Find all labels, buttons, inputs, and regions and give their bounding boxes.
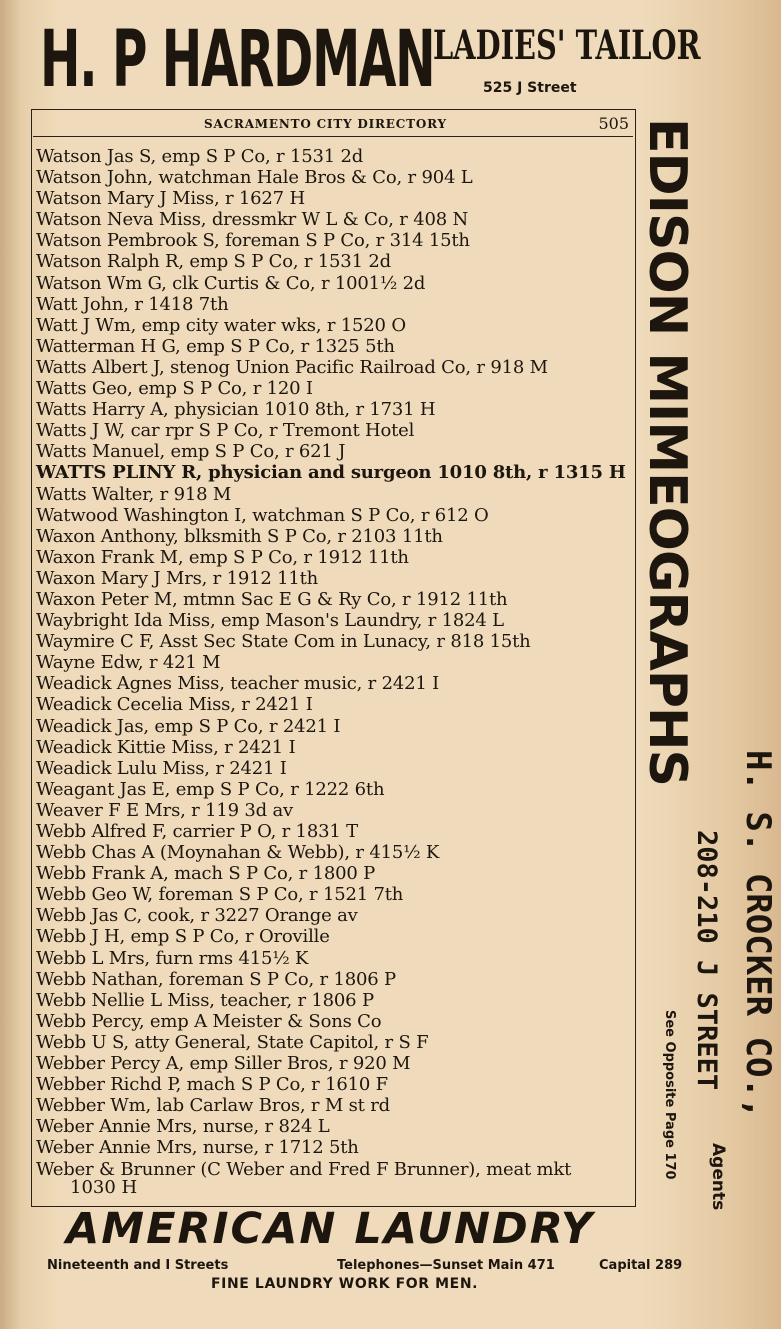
directory-entry: Webb J H, emp S P Co, r Oroville (36, 926, 330, 948)
footer-ad-tagline: FINE LAUNDRY WORK FOR MEN. (211, 1276, 479, 1292)
directory-entry: Watts J W, car rpr S P Co, r Tremont Hotel (36, 420, 415, 442)
directory-entry: Waybright Ida Miss, emp Mason's Laundry, r 1824 L (36, 610, 504, 632)
directory-entry: Watt J Wm, emp city water wks, r 1520 O (36, 314, 406, 336)
directory-entry: Webb Frank A, mach S P Co, r 1800 P (36, 863, 376, 885)
directory-entry: Waymire C F, Asst Sec State Com in Lunacy, r 818 15th (36, 631, 531, 653)
footer-ad-telephones: Telephones—Sunset Main 471 (337, 1258, 555, 1273)
side-ad-agents: Agents (708, 1143, 728, 1211)
directory-entry: Weadick Kittie Miss, r 2421 I (36, 736, 296, 758)
directory-entry: Watson Wm G, clk Curtis & Co, r 1001½ 2d (36, 272, 426, 294)
directory-entry: Webb Nellie L Miss, teacher, r 1806 P (36, 989, 374, 1011)
directory-entry: Weadick Lulu Miss, r 2421 I (36, 757, 287, 779)
directory-entry: WATTS PLINY R, physician and surgeon 1010 8th, r 1315 H (36, 462, 626, 484)
header-ad-address: 525 J Street (483, 80, 577, 96)
directory-entry: Waxon Peter M, mtmn Sac E G & Ry Co, r 1912 11th (36, 588, 508, 610)
directory-entry: Watson John, watchman Hale Bros & Co, r 904 L (36, 167, 473, 189)
directory-entry: Webber Wm, lab Carlaw Bros, r M st rd (36, 1095, 390, 1117)
footer-ad-capital: Capital 289 (599, 1258, 683, 1273)
directory-entry: Waxon Mary J Mrs, r 1912 11th (36, 567, 319, 589)
directory-entry: Waxon Anthony, blksmith S P Co, r 2103 11th (36, 525, 443, 547)
footer-ad-location: Nineteenth and I Streets (47, 1258, 229, 1273)
directory-entry: Webber Richd P, mach S P Co, r 1610 F (36, 1074, 388, 1096)
directory-entry: Webb Geo W, foreman S P Co, r 1521 7th (36, 884, 404, 906)
directory-entry: Watwood Washington I, watchman S P Co, r 612 O (36, 504, 489, 526)
entry-continuation: 1030 H (70, 1177, 138, 1198)
directory-entry: Waxon Frank M, emp S P Co, r 1912 11th (36, 546, 409, 568)
directory-entry: Wayne Edw, r 421 M (36, 652, 221, 674)
directory-entry: Weber Annie Mrs, nurse, r 1712 5th (36, 1137, 359, 1159)
side-ad-crocker-name: H. S. CROCKER CO., (738, 750, 778, 1119)
directory-entry: Weber & Brunner (C Weber and Fred F Brunner), meat mkt (36, 1158, 572, 1180)
directory-entry: Watts Harry A, physician 1010 8th, r 1731 H (36, 399, 436, 421)
directory-entry: Webb Percy, emp A Meister & Sons Co (36, 1010, 382, 1032)
side-ad-edison: EDISON MIMEOGRAPHS (637, 118, 697, 786)
directory-entry: Webb Chas A (Moynahan & Webb), r 415½ K (36, 842, 440, 864)
directory-entry: Watts Albert J, stenog Union Pacific Railroad Co, r 918 M (36, 356, 548, 378)
footer-ad-contact (47, 1258, 687, 1276)
directory-entry: Weaver F E Mrs, r 119 3d av (36, 799, 293, 821)
directory-entry: Watson Pembrook S, foreman S P Co, r 314 15th (36, 230, 470, 252)
directory-entry: Webb Nathan, foreman S P Co, r 1806 P (36, 968, 396, 990)
directory-entry: Weber Annie Mrs, nurse, r 824 L (36, 1116, 330, 1138)
directory-entry: Watt John, r 1418 7th (36, 293, 229, 315)
side-ad-crocker-address: 208-210 J STREET (691, 830, 722, 1091)
page-number: 505 (598, 114, 629, 133)
directory-entries (36, 146, 636, 1180)
header-ad-name: H. P HARDMAN (40, 15, 435, 105)
directory-entry: Weadick Cecelia Miss, r 2421 I (36, 694, 313, 716)
directory-entry: Webb Alfred F, carrier P O, r 1831 T (36, 821, 358, 842)
directory-entry: Webber Percy A, emp Siller Bros, r 920 M (36, 1053, 411, 1075)
directory-entry: Watterman H G, emp S P Co, r 1325 5th (36, 335, 395, 357)
running-head (33, 114, 633, 137)
footer-ad-name: AMERICAN LAUNDRY (66, 1204, 594, 1254)
directory-entry: Weadick Jas, emp S P Co, r 2421 I (36, 715, 341, 737)
directory-entry: Watts Geo, emp S P Co, r 120 I (36, 378, 313, 400)
running-head-title: SACRAMENTO CITY DIRECTORY (204, 117, 447, 131)
side-ad-see-opposite: See Opposite Page 170 (662, 1010, 677, 1180)
header-ad-business: LADIES' TAILOR (433, 22, 701, 69)
directory-entry: Weagant Jas E, emp S P Co, r 1222 6th (36, 778, 385, 800)
directory-entry: Webb L Mrs, furn rms 415½ K (36, 947, 309, 969)
directory-entry: Watson Mary J Miss, r 1627 H (36, 188, 305, 210)
directory-entry: Watts Manuel, emp S P Co, r 621 J (36, 441, 346, 463)
directory-entry: Webb Jas C, cook, r 3227 Orange av (36, 905, 358, 927)
directory-entry: Watson Ralph R, emp S P Co, r 1531 2d (36, 251, 391, 273)
directory-entry: Watts Walter, r 918 M (36, 483, 232, 505)
directory-entry: Webb U S, atty General, State Capitol, r S F (36, 1031, 429, 1053)
directory-entry: Weadick Agnes Miss, teacher music, r 2421 I (36, 673, 440, 695)
directory-entry: Watson Neva Miss, dressmkr W L & Co, r 408 N (36, 209, 469, 231)
directory-entry: Watson Jas S, emp S P Co, r 1531 2d (36, 146, 364, 167)
